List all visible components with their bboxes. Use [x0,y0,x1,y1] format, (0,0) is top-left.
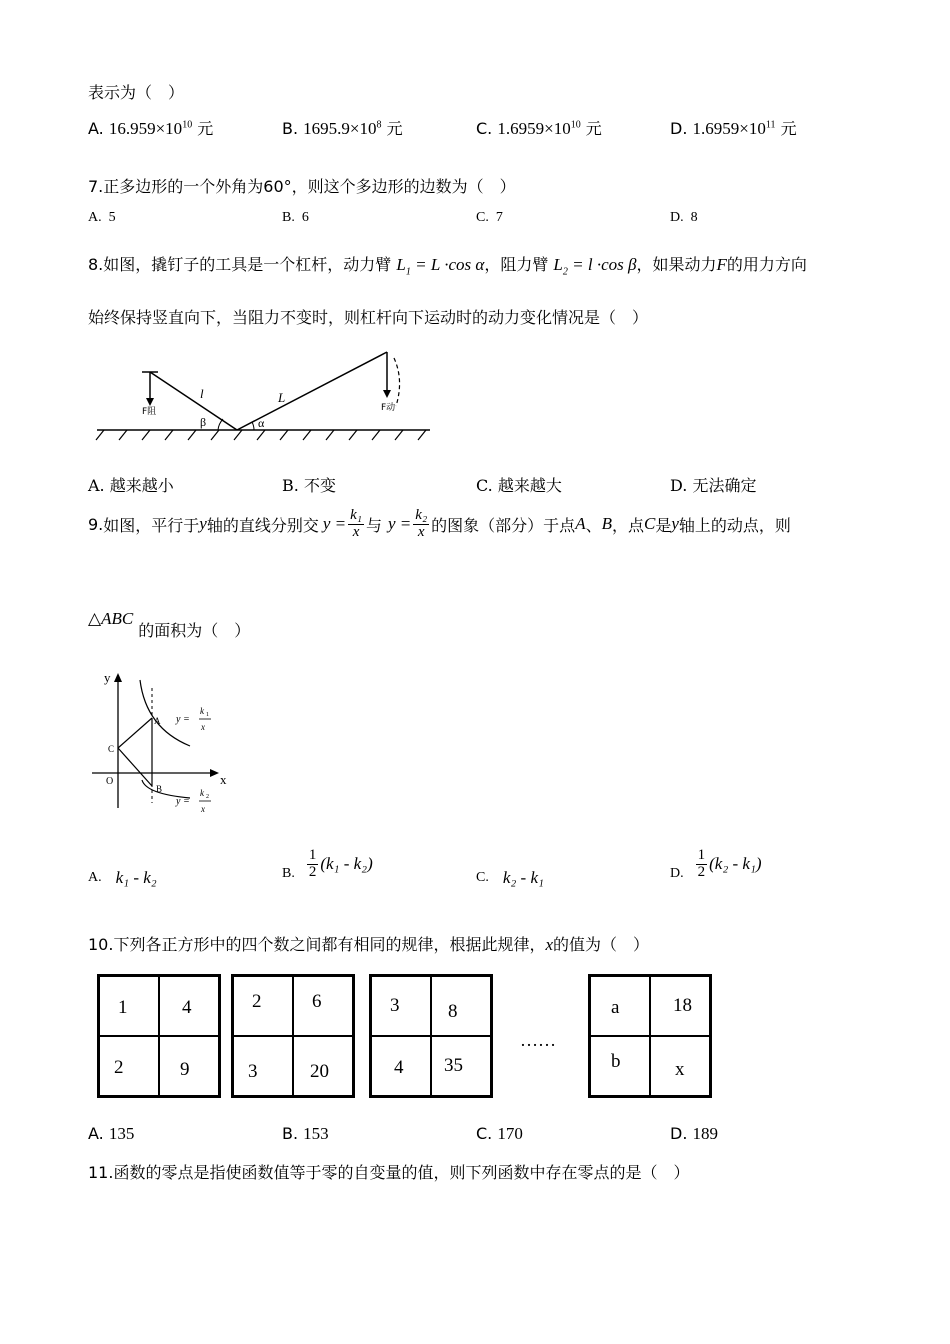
cell-top-right: 6 [312,991,322,1012]
option-letter: A. [88,870,102,885]
option-letter: D. [670,866,684,882]
option-exponent: 10 [182,119,193,131]
var-x: x [545,935,554,954]
question-text: 的用力方向 [726,255,807,274]
half-num: 1 [697,847,706,863]
func2-num: k₂ [415,507,428,523]
q9-stem-line1 [88,508,791,541]
q9-option-b[interactable] [282,848,373,881]
label-beta: β [200,415,207,429]
point-b-label: B [156,784,163,794]
lever-figure [92,340,437,445]
cell-bottom-right: 20 [310,1061,329,1082]
formula-rhs: = l ·cos β [572,255,637,274]
option-value: 6 [301,210,309,225]
curve2-label: y = [176,796,190,807]
number-square-1 [97,974,221,1098]
axis-y-label: y [104,670,111,685]
var-y: y [671,514,679,534]
curve1-sub: 1 [206,712,209,718]
question-text: 是 [655,515,672,535]
option-value: 7 [495,210,503,225]
question-text: 、 [585,515,602,535]
question-text: 下列各正方形中的四个数之间都有相同的规律，根据此规律， [113,935,546,954]
question-text: 如图，撬钉子的工具是一个杠杆，动力臂 [103,255,392,274]
option-mantissa: 1695.9 [303,119,350,138]
q9-option-a[interactable] [88,868,157,888]
formula-l1 [396,255,485,278]
origin-label: O [106,776,114,787]
question-text: 与 [366,515,383,535]
q6-option-c[interactable] [476,116,602,139]
option-letter: D. [670,119,688,138]
q6-option-b[interactable] [282,116,403,139]
q10-option-a[interactable] [88,1124,134,1144]
q10-stem [88,932,649,955]
q6-option-a[interactable] [88,116,213,139]
alpha-arc [252,422,254,430]
option-letter: C. [476,210,489,225]
power-arrowhead [383,390,391,398]
option-letter: B. [282,119,299,138]
formula-l2 [553,255,637,278]
option-value: 不变 [303,476,336,495]
cell-top-right: 8 [448,1001,458,1022]
ground-hatching [96,430,426,440]
half-fraction [307,848,319,881]
option-value: 170 [497,1124,523,1143]
option-letter: C. [476,119,493,138]
point-c-label: C [108,744,115,754]
func2-fraction [413,508,429,541]
cell-bottom-right: x [675,1059,685,1080]
number-square-4 [588,974,712,1098]
option-expr: (k₂ - k₁) [709,854,762,874]
q8-option-b[interactable] [282,473,336,496]
option-mantissa: 16.959 [108,119,156,138]
option-value: 5 [108,210,116,225]
q11-stem [88,1160,689,1183]
hyperbola-figure [90,668,240,820]
triangle-abc: △ABC [88,609,134,628]
func1-den: x [352,523,360,540]
option-letter: B. [282,866,295,882]
option-letter: A. [88,1124,104,1143]
half-den: 2 [308,863,317,880]
cell-top-left: 2 [252,991,262,1012]
question-text: ，如果动力 [636,255,717,274]
option-times: ×10 [544,119,571,138]
point-c-text: C [644,514,656,534]
option-letter: C. [476,476,493,495]
option-times: ×10 [349,119,377,138]
q8-option-c[interactable] [476,473,562,496]
short-arm [150,372,237,430]
var-y: y [199,514,207,534]
cell-bottom-right: 9 [180,1059,190,1080]
option-value: 越来越小 [109,476,174,495]
q7-option-b[interactable] [282,210,309,226]
curve1-den: x [201,722,205,732]
option-times: ×10 [739,119,766,138]
option-value: 153 [303,1124,329,1143]
func2-lhs: y = [388,514,412,534]
question-number: 9. [88,514,104,534]
motion-arc [394,358,400,406]
cell-top-left: 3 [390,995,400,1016]
ellipsis: …… [520,1030,556,1050]
point-a-label: A [154,716,161,726]
q6-option-d[interactable] [670,116,797,139]
cell-bottom-left: b [611,1051,621,1072]
option-letter: A. [88,476,105,495]
question-number: 8. [88,255,104,274]
option-times: ×10 [155,119,183,138]
label-l: l [200,386,204,401]
option-value: 8 [690,210,698,225]
x-axis-arrowhead [210,769,219,777]
option-unit: 元 [780,119,797,138]
option-exponent: 11 [765,119,776,131]
option-expr: k₂ - k₁ [502,868,544,887]
option-letter: D. [670,1124,688,1143]
question-text: 轴上的动点，则 [678,515,791,535]
formula-sub: 1 [405,266,411,278]
curve-k1 [140,680,190,746]
q8-option-d[interactable] [670,473,756,496]
func2-den: x [417,523,425,540]
option-mantissa: 1.6959 [692,119,740,138]
cell-bottom-left: 3 [248,1061,258,1082]
segment-cb [118,748,152,786]
question-text: 的图象（部分）于点 [431,515,576,535]
q6-stem-tail: 表示为（ ） [88,83,185,102]
formula-lhs: L [396,255,406,274]
option-letter: B. [282,1124,299,1143]
question-text: 的面积为（ ） [138,621,251,640]
q8-option-a[interactable] [88,473,174,496]
question-text: 如图，平行于 [103,515,200,535]
number-square-3 [369,974,493,1098]
curve2-num: k [200,788,204,798]
q10-option-c[interactable] [476,1124,523,1144]
func1-num: k₁ [350,507,362,523]
cell-top-right: 18 [673,995,692,1016]
option-letter: C. [476,870,489,885]
question-text: 函数的零点是指使函数值等于零的自变量的值，则下列函数中存在零点的是（ ） [113,1163,690,1182]
cell-top-right: 4 [182,997,192,1018]
question-number: 11. [88,1163,114,1182]
question-text: 正多边形的一个外角为60°，则这个多边形的边数为（ ） [103,177,516,196]
option-expr: (k₁ - k₂) [320,854,373,874]
cell-bottom-right: 35 [444,1055,463,1076]
point-a-text: A [575,514,586,534]
q9-option-c[interactable] [476,868,544,888]
question-number: 7. [88,177,104,196]
option-unit: 元 [197,119,214,138]
y-axis-arrowhead [114,673,122,682]
var-f: F [716,255,727,274]
option-letter: B. [282,476,299,495]
label-f-resist: F阻 [142,407,157,417]
option-value: 无法确定 [692,476,757,495]
func1-lhs: y = [322,514,347,534]
formula-sub: 2 [562,266,568,278]
cell-bottom-left: 2 [114,1057,124,1078]
point-b-text: B [601,514,612,534]
half-fraction [696,848,708,881]
option-unit: 元 [386,119,403,138]
func1-fraction [348,508,364,541]
option-letter: D. [670,476,688,495]
label-f-power: F动 [381,403,396,413]
q10-option-b[interactable] [282,1124,329,1144]
cell-bottom-left: 4 [394,1057,404,1078]
option-unit: 元 [585,119,602,138]
option-exponent: 8 [376,119,382,131]
cell-top-left: 1 [118,997,128,1018]
q9-option-d[interactable] [670,848,762,881]
option-letter: D. [670,210,684,225]
option-value: 189 [692,1124,718,1143]
option-exponent: 10 [570,119,581,131]
label-alpha: α [258,416,265,430]
half-num: 1 [308,847,317,863]
resist-arrowhead [146,398,154,406]
q7-option-d[interactable] [670,210,698,226]
curve2-den: x [201,804,205,814]
q7-option-a[interactable] [88,210,116,226]
option-value: 135 [108,1124,135,1143]
curve1-label: y = [176,714,190,725]
option-value: 越来越大 [497,476,562,495]
option-letter: C. [476,1124,493,1143]
formula-lhs: L [553,255,563,274]
option-letter: A. [88,210,102,225]
option-expr: k₁ - k₂ [115,868,157,887]
q8-stem-line1 [88,252,807,277]
curve1-num: k [200,706,204,716]
option-letter: A. [88,119,104,138]
label-big-l: L [278,390,286,405]
cell-top-left: a [611,997,620,1018]
option-mantissa: 1.6959 [497,119,545,138]
formula-rhs: = L ·cos α [415,255,485,274]
half-den: 2 [697,863,706,880]
number-square-2 [231,974,355,1098]
curve2-sub: 2 [206,794,209,800]
q7-stem [88,174,516,197]
q7-option-c[interactable] [476,210,503,226]
question-text: ，阻力臂 [484,255,549,274]
segment-ca [118,718,152,748]
axis-x-label: x [220,772,227,787]
option-letter: B. [282,210,295,225]
question-text: ，点 [611,515,644,535]
question-number: 10. [88,935,114,954]
q9-stem-line2 [88,606,251,640]
q10-option-d[interactable] [670,1124,718,1144]
question-text: 轴的直线分别交 [206,515,319,535]
question-text: 的值为（ ） [553,935,650,954]
q8-stem-line2: 始终保持竖直向下，当阻力不变时，则杠杆向下运动时的动力变化情况是（ ） [88,308,649,327]
